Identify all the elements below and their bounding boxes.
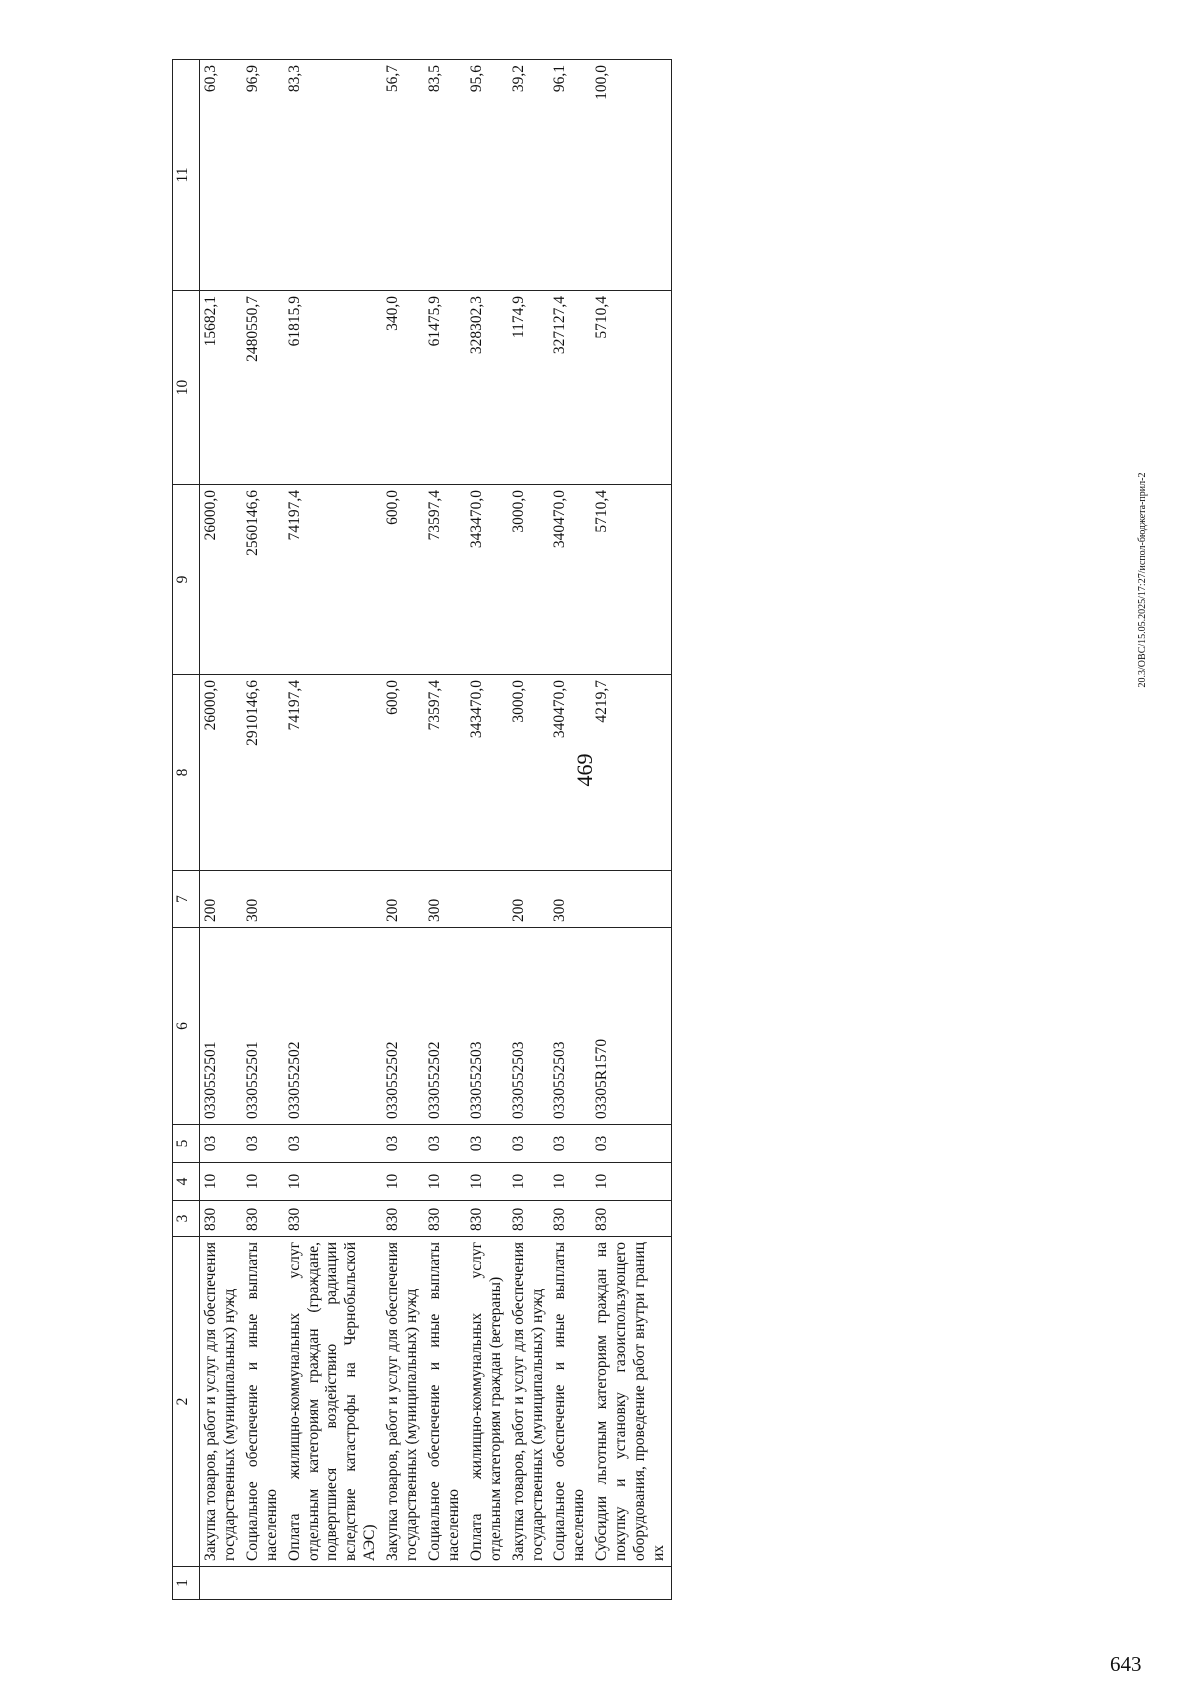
cell-section: 10: [382, 1163, 424, 1201]
table-header-row: [173, 60, 200, 1600]
cell-approved-amount: 74197,4: [284, 675, 383, 871]
cell-target-code: 0330552501: [200, 928, 242, 1125]
cell-name: Оплата жилищно-коммунальных услуг отдельным категориям граждан (граждане, подвергшиеся воздействию радиации вследствие катастрофы на Чернобыльской АЭС): [284, 1237, 383, 1567]
cell-target-code: 0330552502: [382, 928, 424, 1125]
table-row: [466, 60, 508, 1600]
cell-name: Субсидии льготным категориям граждан на покупку и установку газоиспользующего оборудования, проведение работ внутри границ их: [591, 1237, 671, 1567]
cell-subsection: 03: [424, 1125, 466, 1163]
cell-number: [382, 1567, 424, 1600]
cell-percent: 60,3: [200, 60, 242, 291]
cell-target-code: 0330552503: [549, 928, 591, 1125]
header-cell-8: 8: [173, 675, 200, 871]
cell-plan-amount: 73597,4: [424, 485, 466, 675]
cell-executed-amount: 5710,4: [591, 291, 671, 485]
page-number-top: 469: [572, 753, 597, 787]
cell-subsection: 03: [591, 1125, 671, 1163]
cell-executed-amount: 328302,3: [466, 291, 508, 485]
cell-number: [591, 1567, 671, 1600]
cell-subsection: 03: [242, 1125, 284, 1163]
cell-expense-type: [591, 871, 671, 928]
cell-percent: 56,7: [382, 60, 424, 291]
cell-ministry: 830: [591, 1201, 671, 1237]
cell-section: 10: [242, 1163, 284, 1201]
cell-target-code: 0330552502: [424, 928, 466, 1125]
cell-subsection: 03: [382, 1125, 424, 1163]
cell-percent: 83,3: [284, 60, 383, 291]
header-cell-10: 10: [173, 291, 200, 485]
cell-plan-amount: 3000,0: [508, 485, 550, 675]
cell-expense-type: [466, 871, 508, 928]
cell-name: Закупка товаров, работ и услуг для обеспечения государственных (муниципальных) нужд: [508, 1237, 550, 1567]
cell-plan-amount: 74197,4: [284, 485, 383, 675]
cell-section: 10: [466, 1163, 508, 1201]
cell-number: [242, 1567, 284, 1600]
cell-expense-type: 300: [242, 871, 284, 928]
cell-percent: 100,0: [591, 60, 671, 291]
cell-target-code: 0330552501: [242, 928, 284, 1125]
cell-plan-amount: 2560146,6: [242, 485, 284, 675]
cell-section: 10: [508, 1163, 550, 1201]
cell-ministry: 830: [466, 1201, 508, 1237]
cell-plan-amount: 5710,4: [591, 485, 671, 675]
cell-expense-type: 200: [200, 871, 242, 928]
header-cell-11: 11: [173, 60, 200, 291]
cell-executed-amount: 61475,9: [424, 291, 466, 485]
cell-name: Закупка товаров, работ и услуг для обеспечения государственных (муниципальных) нужд: [200, 1237, 242, 1567]
cell-approved-amount: 73597,4: [424, 675, 466, 871]
table-row: [284, 60, 383, 1600]
header-cell-5: 5: [173, 1125, 200, 1163]
cell-percent: 96,1: [549, 60, 591, 291]
header-cell-1: 1: [173, 1567, 200, 1600]
cell-subsection: 03: [508, 1125, 550, 1163]
table-row: [591, 60, 671, 1600]
cell-executed-amount: 2480550,7: [242, 291, 284, 485]
cell-ministry: 830: [508, 1201, 550, 1237]
cell-plan-amount: 26000,0: [200, 485, 242, 675]
header-cell-7: 7: [173, 871, 200, 928]
cell-expense-type: 300: [424, 871, 466, 928]
header-cell-3: 3: [173, 1201, 200, 1237]
cell-ministry: 830: [382, 1201, 424, 1237]
cell-approved-amount: 343470,0: [466, 675, 508, 871]
cell-number: [508, 1567, 550, 1600]
cell-name: Социальное обеспечение и иные выплаты населению: [424, 1237, 466, 1567]
cell-section: 10: [200, 1163, 242, 1201]
cell-expense-type: 200: [382, 871, 424, 928]
cell-executed-amount: 61815,9: [284, 291, 383, 485]
cell-target-code: 0330552503: [466, 928, 508, 1125]
cell-plan-amount: 340470,0: [549, 485, 591, 675]
page-number-bottom: 643: [1110, 1652, 1142, 1676]
cell-ministry: 830: [284, 1201, 383, 1237]
table-row: [549, 60, 591, 1600]
cell-percent: 96,9: [242, 60, 284, 291]
cell-ministry: 830: [242, 1201, 284, 1237]
table-row: [382, 60, 424, 1600]
cell-approved-amount: 26000,0: [200, 675, 242, 871]
cell-subsection: 03: [466, 1125, 508, 1163]
cell-plan-amount: 343470,0: [466, 485, 508, 675]
budget-table: [172, 59, 672, 1600]
cell-name: Закупка товаров, работ и услуг для обеспечения государственных (муниципальных) нужд: [382, 1237, 424, 1567]
cell-subsection: 03: [284, 1125, 383, 1163]
cell-expense-type: 200: [508, 871, 550, 928]
table-row: [242, 60, 284, 1600]
cell-ministry: 830: [424, 1201, 466, 1237]
header-cell-6: 6: [173, 928, 200, 1125]
cell-approved-amount: 3000,0: [508, 675, 550, 871]
header-cell-2: 2: [173, 1237, 200, 1567]
cell-percent: 83,5: [424, 60, 466, 291]
cell-number: [284, 1567, 383, 1600]
cell-approved-amount: 2910146,6: [242, 675, 284, 871]
cell-percent: 95,6: [466, 60, 508, 291]
cell-number: [466, 1567, 508, 1600]
cell-ministry: 830: [549, 1201, 591, 1237]
cell-executed-amount: 15682,1: [200, 291, 242, 485]
cell-ministry: 830: [200, 1201, 242, 1237]
cell-section: 10: [591, 1163, 671, 1201]
cell-name: Оплата жилищно-коммунальных услуг отдельным категориям граждан (ветераны): [466, 1237, 508, 1567]
cell-section: 10: [424, 1163, 466, 1201]
cell-section: 10: [284, 1163, 383, 1201]
cell-expense-type: 300: [549, 871, 591, 928]
cell-subsection: 03: [200, 1125, 242, 1163]
cell-executed-amount: 327127,4: [549, 291, 591, 485]
cell-plan-amount: 600,0: [382, 485, 424, 675]
cell-executed-amount: 340,0: [382, 291, 424, 485]
cell-number: [549, 1567, 591, 1600]
cell-section: 10: [549, 1163, 591, 1201]
cell-executed-amount: 1174,9: [508, 291, 550, 485]
cell-number: [200, 1567, 242, 1600]
cell-name: Социальное обеспечение и иные выплаты населению: [242, 1237, 284, 1567]
table-row: [508, 60, 550, 1600]
header-cell-9: 9: [173, 485, 200, 675]
cell-target-code: 0330552502: [284, 928, 383, 1125]
table-row: [424, 60, 466, 1600]
cell-number: [424, 1567, 466, 1600]
cell-name: Социальное обеспечение и иные выплаты населению: [549, 1237, 591, 1567]
cell-percent: 39,2: [508, 60, 550, 291]
cell-expense-type: [284, 871, 383, 928]
budget-table-rotated: [172, 60, 955, 1600]
cell-target-code: 03305R1570: [591, 928, 671, 1125]
header-cell-4: 4: [173, 1163, 200, 1201]
cell-approved-amount: 340470,0: [549, 675, 591, 871]
cell-target-code: 0330552503: [508, 928, 550, 1125]
cell-subsection: 03: [549, 1125, 591, 1163]
cell-approved-amount: 4219,7: [591, 675, 671, 871]
table-row: [200, 60, 242, 1600]
footer-document-code: 20.3/ОВС/15.05.2025/17:27/испол-бюджета-прил-2: [1137, 472, 1148, 688]
cell-approved-amount: 600,0: [382, 675, 424, 871]
